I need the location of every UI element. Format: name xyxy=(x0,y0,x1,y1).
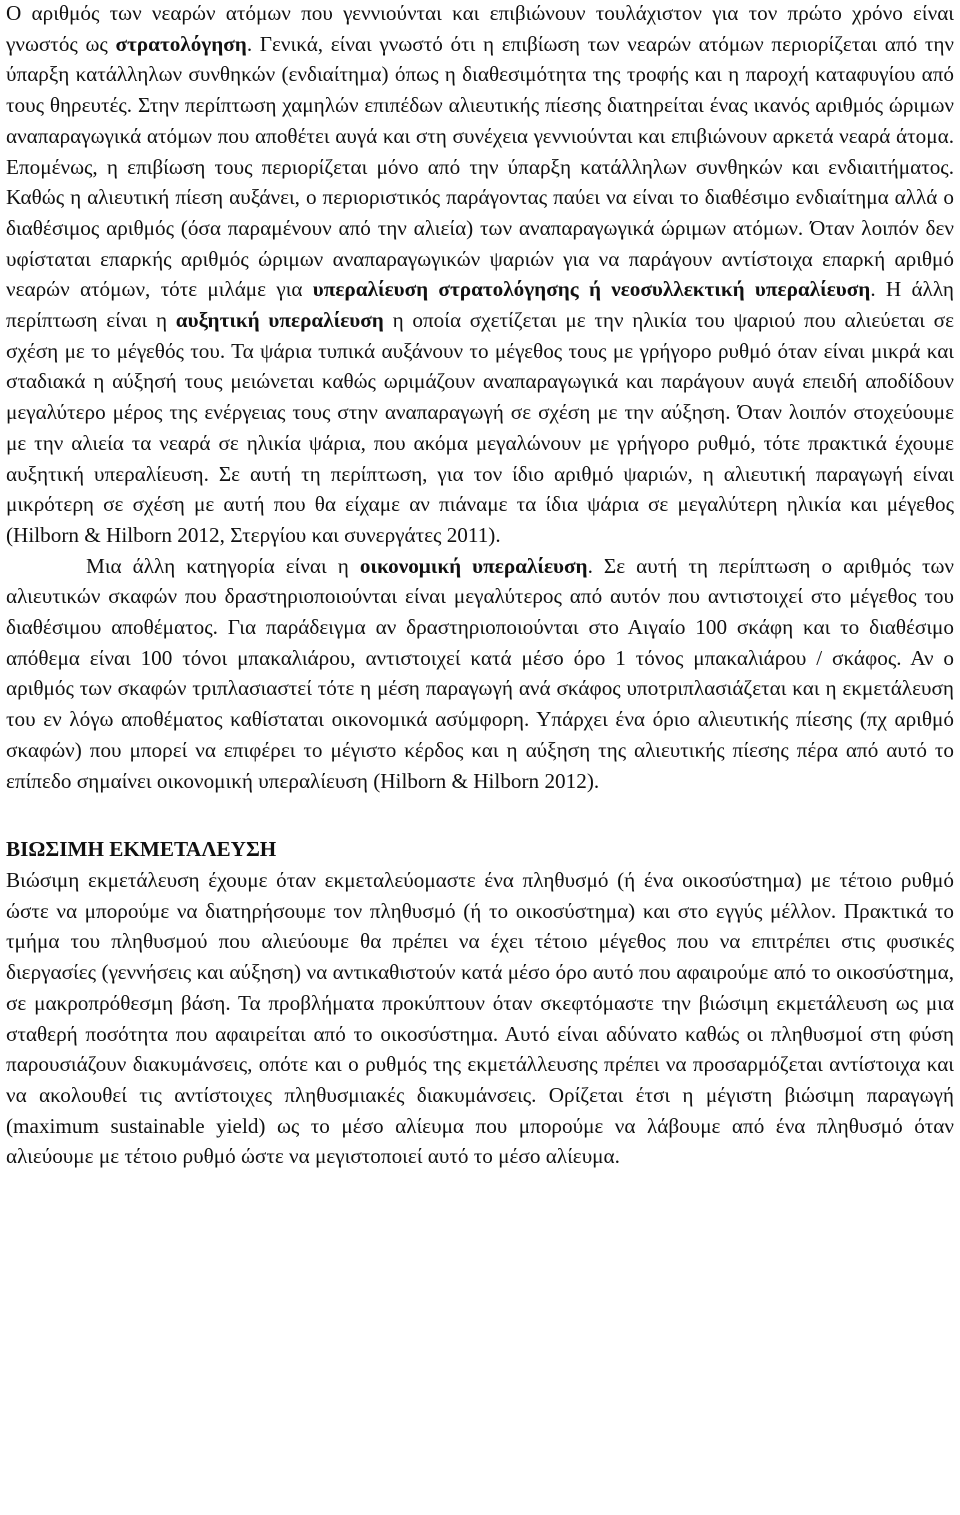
bold-term-economic-overfishing: οικονομική υπεραλίευση xyxy=(359,553,588,578)
bold-term-recruitment-overfishing: υπεραλίευση στρατολόγησης ή νεοσυλλεκτική υπεραλίευση xyxy=(312,277,871,302)
paragraph-text: η οποία σχετίζεται με την ηλικία του ψαριού που αλιεύεται σε σχέση με το μέγεθός του. Τα ψάρια τυπικά αυξάνουν το μέγεθος τους με γρήγορο ρυθμό όταν είναι μικρά και σταδιακά η αύξησή τους μειώνεται καθώς ωριμάζουν αναπαραγωγικά και παράγουν αυγά επειδή αποδίδουν μεγαλύτερο μέρος της ενέργειας τους στην αναπαραγωγή σε σχέση με την αύξηση. Όταν λοιπόν στοχεύουμε με την αλιεία τα νεαρά σε ηλικία ψάρια, που ακόμα μεγαλώνουν με γρήγορο ρυθμό, τότε πρακτικά έχουμε αυξητική υπεραλίευση. Σε αυτή τη περίπτωση, για τον ίδιο αριθμό ψαριών, η αλιευτική παραγωγή είναι μικρότερη σε σχέση με αυτή που θα είχαμε αν πιάναμε τα ίδια ψάρια σε μεγαλύτερη ηλικία και μέγεθος (Hilborn & Hilborn 2012, Στεργίου και συνεργάτες 2011). xyxy=(6,308,954,547)
bold-term-recruitment: στρατολόγηση xyxy=(115,31,247,56)
paragraph-sustainable-exploitation: Βιώσιμη εκμετάλευση έχουμε όταν εκμεταλεύομαστε ένα πληθυσμό (ή ένα οικοσύστημα) με τέτοιο ρυθμό ώστε να μπορούμε να διατηρήσουμε τον πληθυσμό (ή το οικοσύστημα) και στο εγγύς μέλλον. Πρακτικά το τμήμα του πληθυσμού που αλιεύουμε θα πρέπει να έχει τέτοιο μέγεθος που να επιτρέπει στις φυσικές διεργασίες (γεννήσεις και αύξηση) να αντικαθιστούν κατά μέσο όρο αυτό που αφαιρούμε από το οικοσύστημα, σε μακροπρόθεσμη βάση. Τα προβλήματα προκύπτουν όταν σκεφτόμαστε την βιώσιμη εκμετάλευση ως μια σταθερή ποσότητα που αφαιρείται από το οικοσύστημα. Αυτό είναι αδύνατο καθώς οι πληθυσμοί στη φύση παρουσιάζουν διακυμάνσεις, οπότε και ο ρυθμός της εκμετάλλευσης πρέπει να προσαρμόζεται αντίστοιχα και να ακολουθεί τις αντίστοιχες πληθυσμιακές διακυμάνσεις. Ορίζεται έτσι η μέγιστη βιώσιμη παραγωγή (maximum sustainable yield) ως το μέσο αλίευμα που μπορούμε να λάβουμε από ένα πληθυσμό όταν αλιεύουμε με τέτοιο ρυθμό ώστε να μεγιστοποιεί αυτό το μέσο αλίευμα. xyxy=(6,867,954,1169)
section-heading: ΒΙΩΣΙΜΗ ΕΚΜΕΤΑΛΕΥΣΗ xyxy=(6,837,277,862)
paragraph-recruitment xyxy=(6,0,954,551)
paragraph-text: . Γενικά, είναι γνωστό ότι η επιβίωση των νεαρών ατόμων περιορίζεται από την ύπαρξη κατάλληλων συνθηκών (ενδιαίτημα) όπως η διαθεσιμότητα της τροφής και η παροχή καταφυγίου από τους θηρευτές. Στην περίπτωση χαμηλών επιπέδων αλιευτικής πίεσης διατηρείται ένας ικανός αριθμός ώριμων αναπαραγωγικά ατόμων που αποθέτει αυγά και στη συνέχεια γεννιούνται και επιβιώνουν αρκετά νεαρά άτομα. Επομένως, η επιβίωση τους περιορίζεται μόνο από την ύπαρξη κατάλληλων συνθηκών και ενδιαιτήματος. Καθώς η αλιευτική πίεση αυξάνει, ο περιοριστικός παράγοντας παύει να είναι το διαθέσιμο ενδιαίτημα αλλά ο διαθέσιμος αριθμός (όσα παραμένουν από την αλιεία) των αναπαραγωγικά ώριμων ατόμων. Όταν λοιπόν δεν υφίσταται επαρκής αριθμός ώριμων αναπαραγωγικών ψαριών για να παράγουν αντίστοιχα επαρκή αριθμό νεαρών ατόμων, τότε μιλάμε για xyxy=(6,31,954,302)
paragraph-text: Ο αριθμός των νεαρών ατόμων που γεννιούνται και επιβιώνουν τουλάχιστον για τον πρώτο χρόνο είναι γνωστός ως xyxy=(6,1,954,56)
paragraph-text: . Σε αυτή τη περίπτωση ο αριθμός των αλιευτικών σκαφών που δραστηριοποιούνται είναι μεγαλύτερος από αυτόν που αντιστοιχεί στο μέγεθος του διαθέσιμου αποθέματος. Για παράδειγμα αν δραστηριοποιούνται στο Αιγαίο 100 σκάφη και το διαθέσιμο απόθεμα είναι 100 τόνοι μπακαλιάρου, αντιστοιχεί κατά μέσο όρο 1 τόνος μπακαλιάρου / σκάφος. Αν ο αριθμός των σκαφών τριπλασιαστεί τότε η μέση παραγωγή ανά σκάφος υποτριπλασιάζεται και η εκμετάλευση του εν λόγω αποθέματος καθίσταται οικονομικά ασύμφορη. Υπάρχει ένα όριο αλιευτικής πίεσης (πχ αριθμό σκαφών) που μπορεί να επιφέρει το μέγιστο κέρδος και η αύξηση της αλιευτικής πίεσης πέρα από αυτό το επίπεδο σημαίνει οικονομική υπεραλίευση (Hilborn & Hilborn 2012). xyxy=(6,553,954,793)
bold-term-growth-overfishing: αυξητική υπεραλίευση xyxy=(175,308,384,333)
paragraph-text: Μια άλλη κατηγορία είναι η xyxy=(86,553,360,578)
paragraph-economic-overfishing xyxy=(6,551,954,797)
paragraph-text: . Η άλλη περίπτωση είναι η xyxy=(6,277,954,333)
